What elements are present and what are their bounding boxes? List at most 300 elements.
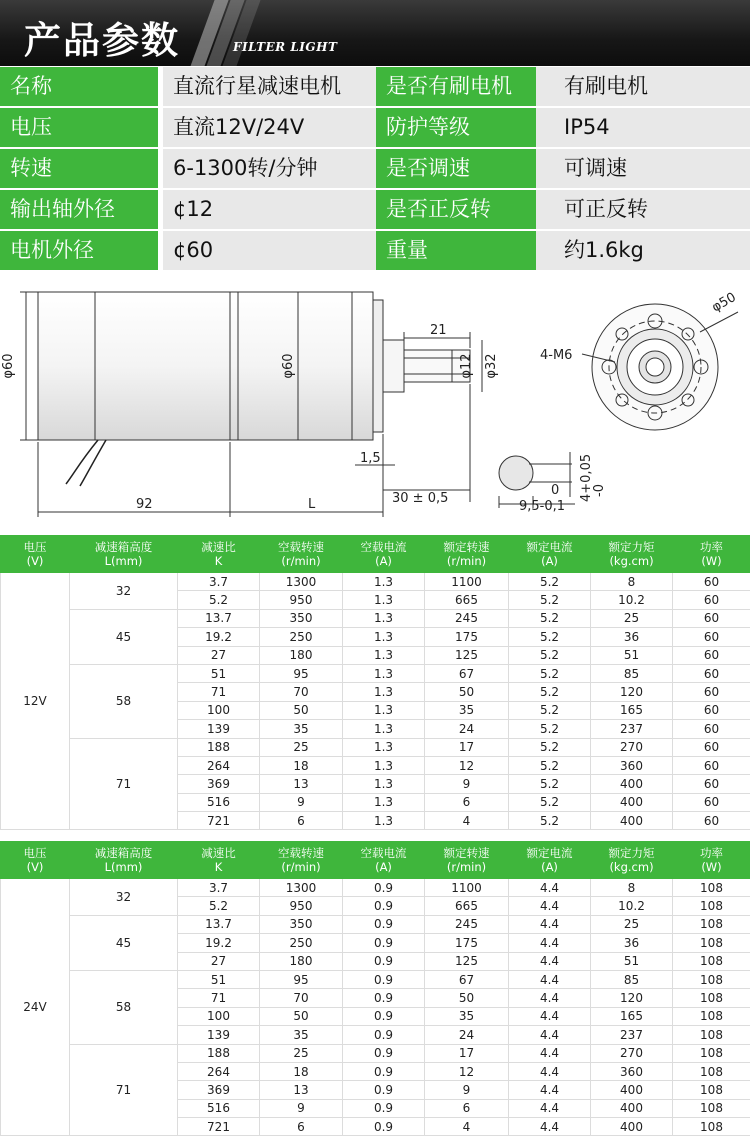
column-header-unit: (A) (375, 860, 392, 874)
column-header (70, 536, 178, 573)
output-flange (383, 340, 404, 392)
column-header-unit: (r/min) (281, 554, 321, 568)
table-cell: 400 (591, 1099, 673, 1117)
gearbox-height-cell: 71 (70, 1044, 178, 1136)
table-cell: 165 (591, 701, 673, 719)
column-header (425, 842, 509, 879)
table-cell: 4.4 (509, 879, 591, 897)
dim-pitch-circle: φ50 (709, 289, 739, 316)
table-cell: 27 (178, 646, 260, 664)
table-cell: 71 (178, 989, 260, 1007)
table-cell: 1.3 (343, 573, 425, 591)
table-cell: 245 (425, 915, 509, 933)
table-cell: 17 (425, 738, 509, 756)
dim-key-a: 0 (551, 483, 560, 498)
table-cell: 0.9 (343, 934, 425, 952)
table-cell: 5.2 (509, 756, 591, 774)
dim-mount-holes: 4-M6 (540, 348, 573, 363)
column-header (425, 536, 509, 573)
column-header (673, 842, 750, 879)
table-cell: 180 (260, 646, 343, 664)
column-header-unit: K (214, 554, 223, 568)
table-cell: 4 (425, 1118, 509, 1136)
table-cell: 250 (260, 628, 343, 646)
table-row (1, 738, 750, 756)
table-cell: 18 (260, 1062, 343, 1080)
table-cell: 1.3 (343, 756, 425, 774)
spec-row (0, 190, 750, 229)
table-cell: 0.9 (343, 1081, 425, 1099)
column-header-unit: (A) (375, 554, 392, 568)
table-cell: 35 (260, 1026, 343, 1044)
table-cell: 4.4 (509, 1099, 591, 1117)
table-cell: 125 (425, 952, 509, 970)
voltage-cell: 24V (1, 879, 70, 1136)
table-cell: 1.3 (343, 793, 425, 811)
column-header-unit: (W) (701, 554, 722, 568)
dim-gearbox-length: L (308, 497, 316, 512)
table-cell: 400 (591, 812, 673, 830)
table-cell: 188 (178, 1044, 260, 1062)
table-cell: 25 (260, 738, 343, 756)
table-cell: 1.3 (343, 701, 425, 719)
table-cell: 120 (591, 989, 673, 1007)
table-cell: 516 (178, 793, 260, 811)
spec-label: 输出轴外径 (0, 190, 158, 229)
table-cell: 350 (260, 915, 343, 933)
table-cell: 13 (260, 775, 343, 793)
column-header (591, 536, 673, 573)
table-cell: 25 (260, 1044, 343, 1062)
spec-label: 是否有刷电机 (376, 67, 536, 106)
column-header (260, 842, 343, 879)
table-cell: 17 (425, 1044, 509, 1062)
spec-row (0, 108, 750, 147)
table-cell: 50 (260, 701, 343, 719)
table-cell: 369 (178, 775, 260, 793)
spec-label: 是否调速 (376, 149, 536, 188)
table-cell: 4.4 (509, 897, 591, 915)
table-cell: 60 (673, 701, 750, 719)
spec-label: 转速 (0, 149, 158, 188)
spec-value: 直流行星减速电机 (163, 67, 376, 106)
page-title: 产品参数 (24, 19, 180, 62)
column-header (673, 536, 750, 573)
table-cell: 8 (591, 879, 673, 897)
spec-row (0, 149, 750, 188)
table-cell: 5.2 (509, 646, 591, 664)
spec-value: IP54 (536, 108, 750, 147)
column-header-label: 额定力矩 (608, 540, 655, 554)
table-cell: 108 (673, 879, 750, 897)
table-cell: 270 (591, 1044, 673, 1062)
table-cell: 50 (260, 1007, 343, 1025)
table-cell: 1.3 (343, 591, 425, 609)
table-cell: 95 (260, 664, 343, 682)
table-cell: 5.2 (509, 591, 591, 609)
table-cell: 0.9 (343, 970, 425, 988)
column-header (509, 842, 591, 879)
table-cell: 6 (260, 812, 343, 830)
table-cell: 85 (591, 664, 673, 682)
table-cell: 19.2 (178, 628, 260, 646)
spec-value: ¢12 (163, 190, 376, 229)
table-cell: 5.2 (509, 664, 591, 682)
table-cell: 108 (673, 1007, 750, 1025)
table-cell: 1.3 (343, 812, 425, 830)
table-row (1, 609, 750, 627)
column-header-label: 减速比 (201, 846, 236, 860)
table-cell: 60 (673, 775, 750, 793)
dim-flange-thickness: 1,5 (360, 451, 381, 466)
table-cell: 1.3 (343, 646, 425, 664)
table-cell: 237 (591, 1026, 673, 1044)
spec-value: ¢60 (163, 231, 376, 270)
table-cell: 4 (425, 812, 509, 830)
column-header-label: 额定电流 (526, 846, 573, 860)
table-cell: 51 (178, 664, 260, 682)
table-cell: 27 (178, 952, 260, 970)
table-cell: 71 (178, 683, 260, 701)
column-header-unit: (kg.cm) (609, 554, 654, 568)
table-cell: 5.2 (509, 720, 591, 738)
table-cell: 18 (260, 756, 343, 774)
table-cell: 50 (425, 683, 509, 701)
table-cell: 950 (260, 897, 343, 915)
table-cell: 400 (591, 793, 673, 811)
table-cell: 0.9 (343, 1007, 425, 1025)
table-cell: 70 (260, 989, 343, 1007)
table-cell: 5.2 (509, 683, 591, 701)
page-subtitle: FILTER LIGHT (233, 40, 338, 54)
table-cell: 4.4 (509, 989, 591, 1007)
dim-key-b: 9,5-0,1 (519, 499, 566, 514)
table-cell: 4.4 (509, 1081, 591, 1099)
table-cell: 60 (673, 793, 750, 811)
table-cell: 25 (591, 915, 673, 933)
table-cell: 13 (260, 1081, 343, 1099)
table-cell: 950 (260, 591, 343, 609)
spec-row (0, 231, 750, 270)
table-cell: 4.4 (509, 970, 591, 988)
table-cell: 5.2 (178, 591, 260, 609)
header-banner (0, 0, 750, 66)
table-cell: 67 (425, 664, 509, 682)
table-cell: 3.7 (178, 879, 260, 897)
table-cell: 721 (178, 1118, 260, 1136)
table-cell: 0.9 (343, 897, 425, 915)
gearbox-height-cell: 45 (70, 915, 178, 970)
column-header-label: 额定力矩 (608, 846, 655, 860)
table-cell: 19.2 (178, 934, 260, 952)
column-header (1, 536, 70, 573)
table-cell: 100 (178, 1007, 260, 1025)
column-header-label: 额定转速 (443, 540, 490, 554)
table-cell: 665 (425, 591, 509, 609)
spec-label: 名称 (0, 67, 158, 106)
table-cell: 0.9 (343, 1118, 425, 1136)
table-cell: 1300 (260, 879, 343, 897)
table-cell: 4.4 (509, 1044, 591, 1062)
table-cell: 1.3 (343, 664, 425, 682)
table-cell: 245 (425, 609, 509, 627)
column-header-label: 空载转速 (278, 846, 324, 860)
table-cell: 4.4 (509, 1026, 591, 1044)
column-header (343, 842, 425, 879)
table-cell: 24 (425, 1026, 509, 1044)
table-cell: 108 (673, 915, 750, 933)
table-cell: 108 (673, 1081, 750, 1099)
column-header-unit: (r/min) (281, 860, 321, 874)
table-cell: 12 (425, 756, 509, 774)
table-cell: 5.2 (178, 897, 260, 915)
table-cell: 51 (591, 952, 673, 970)
spec-label: 电压 (0, 108, 158, 147)
table-cell: 60 (673, 738, 750, 756)
table-cell: 5.2 (509, 738, 591, 756)
table-cell: 360 (591, 756, 673, 774)
gearbox-height-cell: 32 (70, 879, 178, 916)
table-cell: 0.9 (343, 1099, 425, 1117)
gearbox-height-cell: 58 (70, 664, 178, 738)
table-cell: 165 (591, 1007, 673, 1025)
table-cell: 108 (673, 1118, 750, 1136)
table-cell: 5.2 (509, 628, 591, 646)
table-cell: 60 (673, 720, 750, 738)
table-cell: 70 (260, 683, 343, 701)
table-row (1, 573, 750, 591)
table-cell: 35 (425, 701, 509, 719)
table-cell: 9 (425, 775, 509, 793)
table-cell: 175 (425, 628, 509, 646)
table-cell: 1.3 (343, 720, 425, 738)
dim-gearbox-diameter: φ60 (281, 353, 296, 379)
table-cell: 35 (425, 1007, 509, 1025)
spec-value: 约1.6kg (536, 231, 750, 270)
table-cell: 4.4 (509, 1062, 591, 1080)
column-header-label: 额定电流 (526, 540, 573, 554)
column-header-unit: (A) (541, 860, 558, 874)
table-cell: 1.3 (343, 775, 425, 793)
dimension-drawing (0, 272, 750, 532)
table-cell: 6 (260, 1118, 343, 1136)
dim-key-c: 4+0,05 (579, 453, 594, 502)
table-cell: 108 (673, 1026, 750, 1044)
table-cell: 13.7 (178, 609, 260, 627)
table-cell: 516 (178, 1099, 260, 1117)
column-header-label: 功率 (700, 846, 723, 860)
table-cell: 5.2 (509, 793, 591, 811)
table-cell: 67 (425, 970, 509, 988)
table-cell: 400 (591, 1118, 673, 1136)
table-cell: 85 (591, 970, 673, 988)
table-cell: 125 (425, 646, 509, 664)
table-cell: 51 (591, 646, 673, 664)
table-cell: 6 (425, 1099, 509, 1117)
table-cell: 60 (673, 573, 750, 591)
column-header-label: 减速比 (201, 540, 236, 554)
column-header-label: 电压 (23, 846, 47, 860)
spec-value: 6-1300转/分钟 (163, 149, 376, 188)
spec-value: 可正反转 (536, 190, 750, 229)
table-cell: 60 (673, 683, 750, 701)
table-cell: 237 (591, 720, 673, 738)
column-header-label: 减速箱高度 (94, 846, 153, 860)
table-cell: 108 (673, 1044, 750, 1062)
table-cell: 60 (673, 591, 750, 609)
table-cell: 4.4 (509, 1007, 591, 1025)
dim-motor-length: 92 (136, 497, 153, 512)
table-cell: 100 (178, 701, 260, 719)
table-cell: 1100 (425, 879, 509, 897)
column-header (591, 842, 673, 879)
column-header (178, 536, 260, 573)
table-header (1, 842, 750, 879)
table-cell: 108 (673, 934, 750, 952)
table-cell: 360 (591, 1062, 673, 1080)
table-cell: 4.4 (509, 915, 591, 933)
table-cell: 0.9 (343, 1026, 425, 1044)
column-header-label: 空载电流 (360, 846, 407, 860)
column-header (1, 842, 70, 879)
table-cell: 8 (591, 573, 673, 591)
table-cell: 4.4 (509, 934, 591, 952)
table-cell: 0.9 (343, 915, 425, 933)
spec-label: 重量 (376, 231, 536, 270)
table-cell: 35 (260, 720, 343, 738)
spec-value: 直流12V/24V (163, 108, 376, 147)
table-cell: 36 (591, 628, 673, 646)
voltage-cell: 12V (1, 573, 70, 830)
column-header (343, 536, 425, 573)
column-header-unit: (r/min) (446, 860, 487, 874)
column-header-unit: (kg.cm) (609, 860, 654, 874)
table-cell: 188 (178, 738, 260, 756)
column-header-label: 额定转速 (443, 846, 490, 860)
table-header (1, 536, 750, 573)
dim-shaft-total: 30 ± 0,5 (392, 491, 449, 506)
table-cell: 270 (591, 738, 673, 756)
table-cell: 400 (591, 775, 673, 793)
column-header (70, 842, 178, 879)
table-cell: 1.3 (343, 628, 425, 646)
table-cell: 1.3 (343, 609, 425, 627)
table-cell: 5.2 (509, 573, 591, 591)
table-cell: 0.9 (343, 1062, 425, 1080)
column-header-label: 空载电流 (360, 540, 407, 554)
dim-motor-diameter: φ60 (1, 353, 16, 379)
table-cell: 50 (425, 989, 509, 1007)
table-cell: 108 (673, 1099, 750, 1117)
spec-table (0, 66, 750, 272)
table-cell: 264 (178, 756, 260, 774)
table-cell: 264 (178, 1062, 260, 1080)
table-cell: 1.3 (343, 683, 425, 701)
spec-label: 电机外径 (0, 231, 158, 270)
table-cell: 350 (260, 609, 343, 627)
table-cell: 6 (425, 793, 509, 811)
column-header-label: 空载转速 (278, 540, 324, 554)
column-header-unit: (V) (26, 860, 44, 874)
table-row (1, 1044, 750, 1062)
table-cell: 12 (425, 1062, 509, 1080)
table-cell: 4.4 (509, 952, 591, 970)
table-cell: 36 (591, 934, 673, 952)
column-header-unit: (W) (701, 860, 722, 874)
column-header-unit: (r/min) (446, 554, 487, 568)
table-cell: 108 (673, 970, 750, 988)
column-header-unit: K (214, 860, 223, 874)
table-cell: 400 (591, 1081, 673, 1099)
dim-key-d: -0 (592, 484, 607, 497)
table-cell: 369 (178, 1081, 260, 1099)
spec-value: 有刷电机 (536, 67, 750, 106)
table-row (1, 879, 750, 897)
table-cell: 250 (260, 934, 343, 952)
table-row (1, 970, 750, 988)
table-cell: 60 (673, 609, 750, 627)
table-cell: 108 (673, 897, 750, 915)
table-cell: 3.7 (178, 573, 260, 591)
table-row (1, 664, 750, 682)
table-cell: 60 (673, 646, 750, 664)
gearbox-height-cell: 71 (70, 738, 178, 830)
table-cell: 0.9 (343, 1044, 425, 1062)
table-cell: 9 (260, 793, 343, 811)
spec-table-24v (0, 841, 750, 1136)
column-header-label: 减速箱高度 (94, 540, 153, 554)
dim-shaft-length: 21 (430, 323, 447, 338)
table-cell: 5.2 (509, 701, 591, 719)
column-header-unit: (V) (26, 554, 44, 568)
column-header-unit: L(mm) (104, 860, 143, 874)
spec-label: 是否正反转 (376, 190, 536, 229)
table-cell: 10.2 (591, 897, 673, 915)
gearbox-height-cell: 45 (70, 609, 178, 664)
table-cell: 5.2 (509, 609, 591, 627)
table-cell: 25 (591, 609, 673, 627)
dim-flange-diameter: φ32 (484, 353, 499, 379)
table-cell: 175 (425, 934, 509, 952)
table-cell: 0.9 (343, 989, 425, 1007)
spec-row (0, 67, 750, 106)
table-cell: 108 (673, 952, 750, 970)
gearbox-height-cell: 32 (70, 573, 178, 610)
spec-label: 防护等级 (376, 108, 536, 147)
table-cell: 139 (178, 1026, 260, 1044)
table-cell: 5.2 (509, 775, 591, 793)
column-header-label: 功率 (700, 540, 723, 554)
dim-shaft-diameter: φ12 (459, 353, 474, 379)
table-cell: 60 (673, 812, 750, 830)
table-cell: 4.4 (509, 1118, 591, 1136)
table-cell: 108 (673, 989, 750, 1007)
table-cell: 0.9 (343, 952, 425, 970)
table-cell: 60 (673, 756, 750, 774)
motor-body (38, 292, 230, 440)
table-cell: 24 (425, 720, 509, 738)
table-cell: 0.9 (343, 879, 425, 897)
table-cell: 665 (425, 897, 509, 915)
column-header-label: 电压 (23, 540, 47, 554)
spec-value: 可调速 (536, 149, 750, 188)
table-cell: 10.2 (591, 591, 673, 609)
table-row (1, 915, 750, 933)
table-cell: 139 (178, 720, 260, 738)
table-cell: 1300 (260, 573, 343, 591)
motor-drawing (0, 272, 750, 532)
column-header-unit: L(mm) (104, 554, 143, 568)
